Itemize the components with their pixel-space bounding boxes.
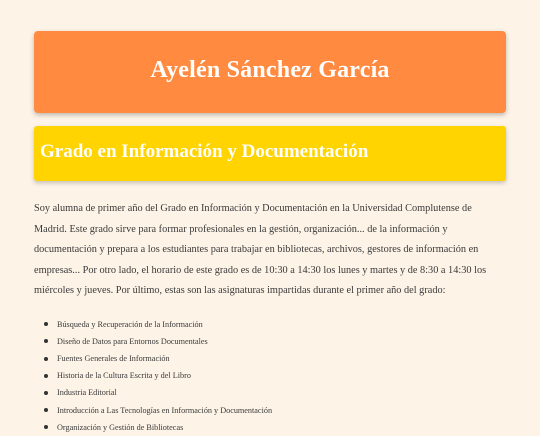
- subjects-list: [34, 316, 506, 436]
- intro-paragraph: Soy alumna de primer año del Grado en Información y Documentación en la Universidad Complutense de Madrid. Este grado sirve para formar profesionales en la gestión, organización... de la información y documentación y prepara a los estudiantes para trabajar en bibliotecas, archivos, gestores de información en empresas... Por otro lado, el horario de este grado es de 10:30 a 14:30 los lunes y martes y de 8:30 a 14:30 los miércoles y jueves. Por último, estas son las asignaturas impartidas durante el primer año del grado:: [34, 203, 487, 296]
- page-content: [34, 31, 506, 436]
- list-item: [44, 367, 506, 384]
- bullet-icon: [44, 339, 48, 343]
- list-item: [44, 402, 506, 419]
- list-item: [44, 419, 506, 436]
- list-item: [44, 333, 506, 350]
- subject-label: Fuentes Generales de Información: [57, 353, 170, 363]
- page-title: Ayelén Sánchez García: [150, 56, 390, 83]
- bullet-icon: [44, 322, 48, 326]
- subject-label: Historia de la Cultura Escrita y del Libro: [57, 371, 191, 381]
- subject-label: Introducción a Las Tecnologías en Información y Documentación: [57, 405, 273, 415]
- list-item: [44, 316, 506, 333]
- bullet-icon: [44, 357, 48, 361]
- degree-title: Grado en Información y Documentación: [40, 140, 369, 162]
- bullet-icon: [44, 374, 48, 378]
- bullet-icon: [44, 391, 48, 395]
- subject-label: Industria Editorial: [57, 388, 117, 398]
- subject-label: Diseño de Datos para Entornos Documentales: [57, 336, 208, 346]
- degree-banner: [34, 126, 506, 181]
- subject-label: Organización y Gestión de Bibliotecas: [57, 422, 184, 432]
- list-item: [44, 384, 506, 401]
- name-banner: [34, 31, 506, 113]
- bullet-icon: [44, 425, 48, 429]
- subject-label: Búsqueda y Recuperación de la Información: [57, 319, 203, 329]
- list-item: [44, 350, 506, 367]
- bullet-icon: [44, 408, 48, 412]
